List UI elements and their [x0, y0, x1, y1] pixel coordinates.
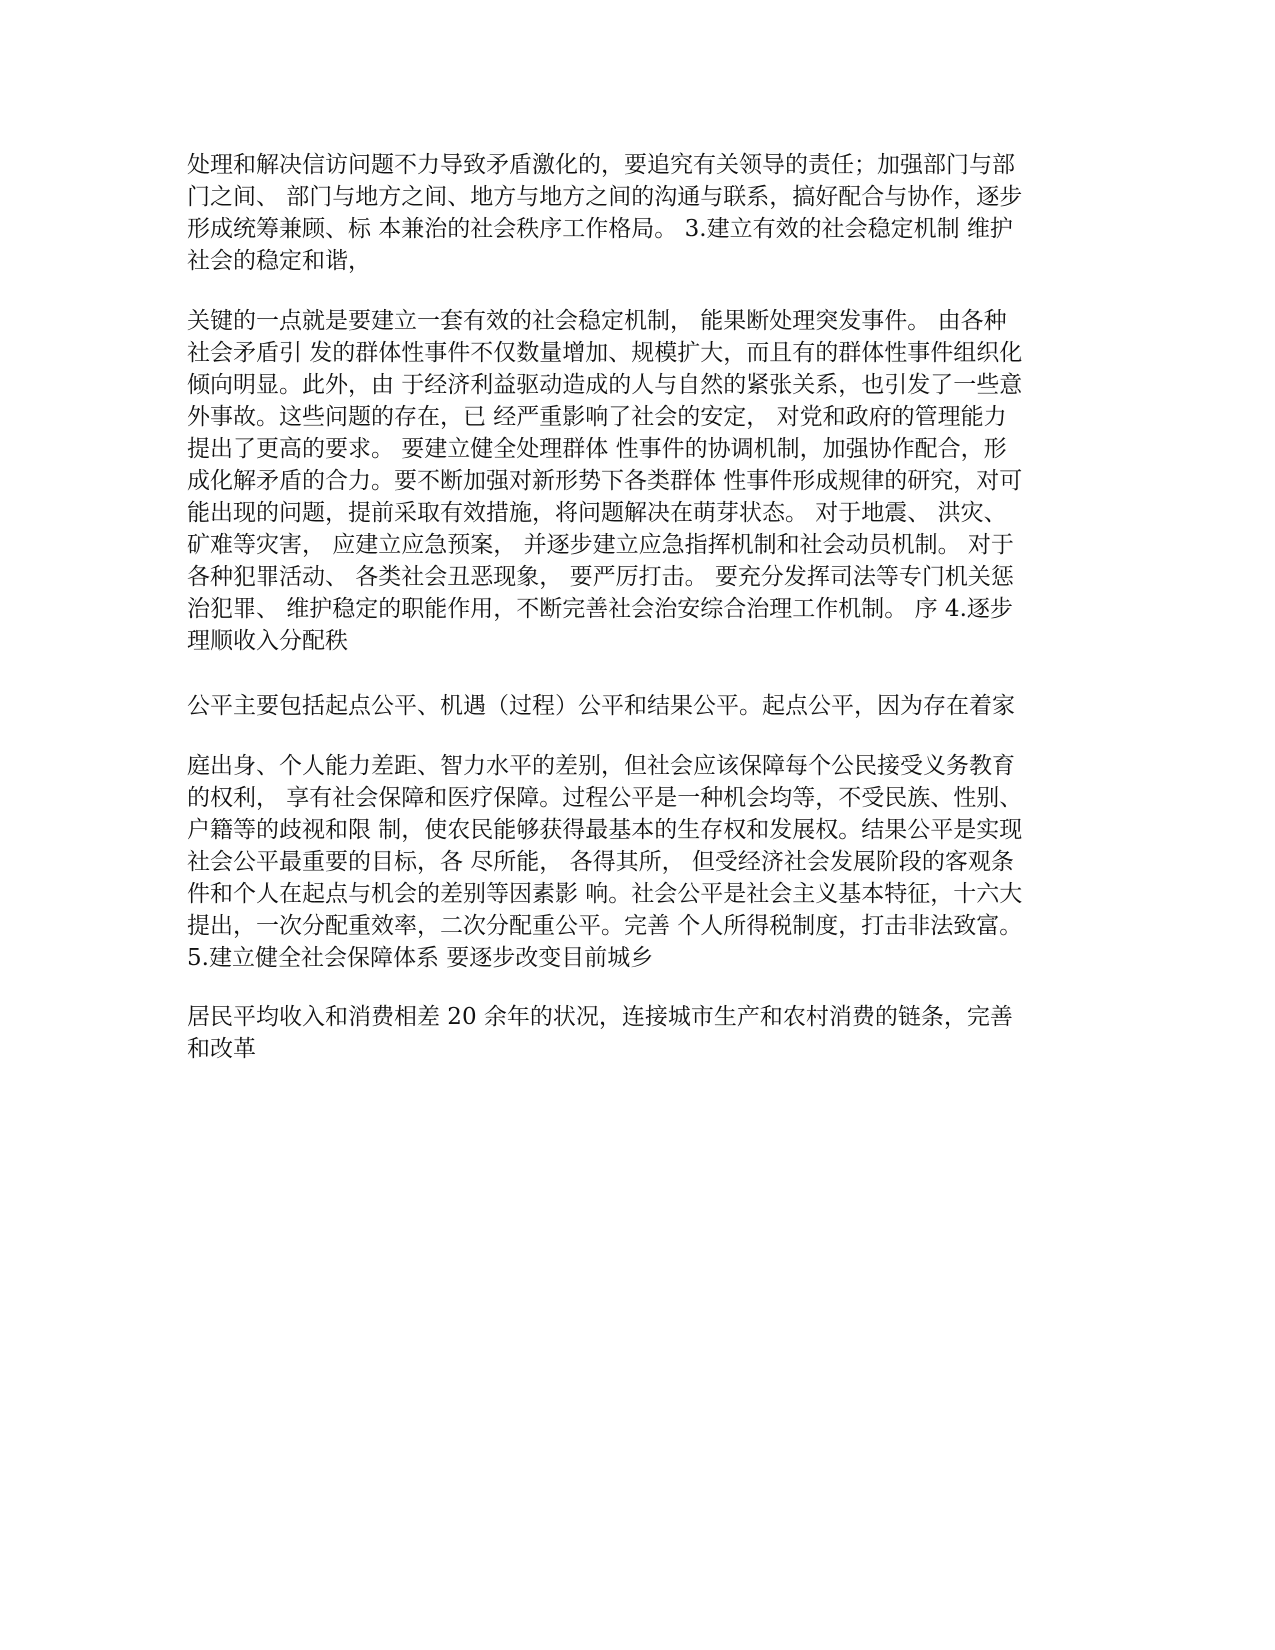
- text-line: 居民平均收入和消费相差 20 余年的状况，连接城市生产和农村消费的链条，完善: [187, 1004, 1013, 1030]
- paragraph-2: [187, 305, 1087, 657]
- text-line: 的权利， 享有社会保障和医疗保障。过程公平是一种机会均等，不受民族、性别、: [187, 785, 1023, 811]
- text-line: 社会的稳定和谐，: [187, 248, 371, 274]
- text-line: 成化解矛盾的合力。要不断加强对新形势下各类群体 性事件形成规律的研究，对可: [187, 468, 1023, 494]
- paragraph-1: [187, 149, 1087, 277]
- text-line: 庭出身、个人能力差距、智力水平的差别，但社会应该保障每个公民接受义务教育: [187, 753, 1015, 779]
- text-line: 能出现的问题，提前采取有效措施，将问题解决在萌芽状态。 对于地震、 洪灾、: [187, 500, 1007, 526]
- text-line: 形成统筹兼顾、标 本兼治的社会秩序工作格局。 3.建立有效的社会稳定机制 维护: [187, 216, 1013, 242]
- text-line: 外事故。这些问题的存在，已 经严重影响了社会的安定， 对党和政府的管理能力: [187, 404, 1007, 430]
- text-line: 5.建立健全社会保障体系 要逐步改变目前城乡: [187, 945, 654, 971]
- text-line: 倾向明显。此外，由 于经济利益驱动造成的人与自然的紧张关系，也引发了一些意: [187, 372, 1023, 398]
- text-line: 和改革: [187, 1036, 256, 1062]
- text-line: 户籍等的歧视和限 制，使农民能够获得最基本的生存权和发展权。结果公平是实现: [187, 817, 1023, 843]
- text-line: 社会公平最重要的目标，各 尽所能， 各得其所， 但受经济社会发展阶段的客观条: [187, 849, 1014, 875]
- text-line: 提出，一次分配重效率，二次分配重公平。完善 个人所得税制度，打击非法致富。: [187, 913, 1023, 939]
- text-line: 提出了更高的要求。 要建立健全处理群体 性事件的协调机制，加强协作配合，形: [187, 436, 1007, 462]
- text-line: 件和个人在起点与机会的差别等因素影 响。社会公平是社会主义基本特征，十六大: [187, 881, 1023, 907]
- text-line: 关键的一点就是要建立一套有效的社会稳定机制， 能果断处理突发事件。 由各种: [187, 308, 1007, 334]
- text-line: 各种犯罪活动、 各类社会丑恶现象， 要严厉打击。 要充分发挥司法等专门机关惩: [187, 564, 1014, 590]
- text-line: 矿难等灾害， 应建立应急预案， 并逐步建立应急指挥机制和社会动员机制。 对于: [187, 532, 1014, 558]
- text-line: 公平主要包括起点公平、机遇（过程）公平和结果公平。起点公平，因为存在着家: [187, 693, 1015, 719]
- text-line: 理顺收入分配秩: [187, 628, 348, 654]
- text-line: 治犯罪、 维护稳定的职能作用，不断完善社会治安综合治理工作机制。 序 4.逐步: [187, 596, 1013, 622]
- text-line: 处理和解决信访问题不力导致矛盾激化的，要追究有关领导的责任；加强部门与部: [187, 152, 1015, 178]
- text-line: 门之间、 部门与地方之间、地方与地方之间的沟通与联系，搞好配合与协作，逐步: [187, 184, 1023, 210]
- paragraph-4: [187, 750, 1087, 974]
- paragraph-3: [187, 690, 1087, 722]
- paragraph-5: [187, 1001, 1087, 1065]
- text-line: 社会矛盾引 发的群体性事件不仅数量增加、规模扩大，而且有的群体性事件组织化: [187, 340, 1023, 366]
